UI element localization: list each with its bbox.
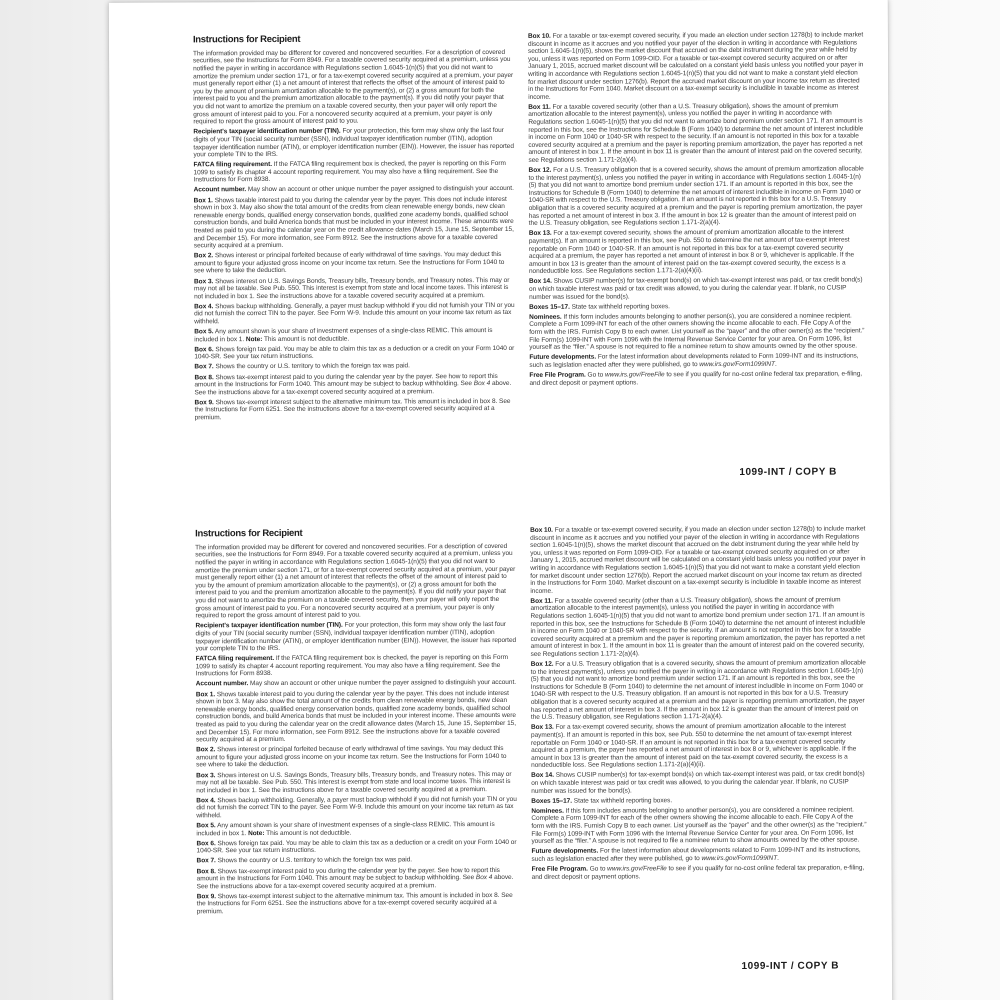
para-lead: Nominees.: [529, 313, 562, 321]
para-lead: Box 10.: [527, 32, 551, 40]
para-lead: Future developments.: [531, 847, 599, 856]
para-text: Shows backup withholding. Generally, a payer must backup withhold if you did not furnish your TIN or you did not furnish the correct TIN to the payer. See Form W-9. Include this amount on your income tax return as tax withheld.: [196, 795, 517, 820]
para-text: State tax withheld reporting boxes.: [571, 796, 673, 805]
para-future-developments: [531, 847, 867, 864]
para-text: If this form includes amounts belonging to another person(s), you are considered a nominee recipient. Complete a Form 1099-INT for each of the other owners showing the income allocable to each. File Copy A of the form with the IRS. Furnish Copy B to each owner. List yourself as the “payer” and the other owner(s) as the “recipient.” File Form(s) 1099-INT with Form 1096 with the Internal Revenue Service Center for your area. On Form 1096, list yourself as the “filer.” A spouse is not required to file a nominee return to show amounts owned by the other spouse.: [531, 806, 867, 846]
para-text: Shows tax-exempt interest subject to the alternative minimum tax. This amount is included in box 8. See the Instructions for Form 6251. See the instructions above for a tax-exempt covered security acquired at a premium.: [194, 397, 511, 422]
para-lead: Boxes 15–17.: [529, 303, 570, 311]
para-lead: Box 5.: [194, 328, 214, 336]
para-text: For a taxable or tax-exempt covered security, if you made an election under section 1278(b) to include market discount in income as it accrues and you notified your payer of the election in writing in accordance with Regulations section 1.6045-1(n)(5), shows the market discount that accrued on the debt instrument during the year while held by you, unless it was reported on Form 1099-OID. For a taxable or tax-exempt covered security acquired on or after January 1, 2015, accrued market discount will be calculated on a constant yield basis unless you notified your payer in writing in accordance with Regulations section 1.6045-1(n)(5) that you did not want to make a constant yield election for market discount under section 1276(b). Report the accrued market discount on your income tax return as directed in the Instructions for Form 1040. Market discount on a tax-exempt security is includible in taxable income as interest income.: [527, 31, 864, 101]
para-box-7: [194, 362, 515, 371]
para-lead: Nominees.: [531, 807, 564, 815]
para-lead: Account number.: [195, 680, 249, 688]
para-box-11: [530, 596, 866, 658]
para-box-12: [531, 659, 867, 721]
para-box-1: [196, 690, 517, 745]
para-text: Shows the country or U.S. territory to which the foreign tax was paid.: [215, 856, 413, 865]
para-text: The information provided may be different for covered and noncovered securities. For a description of covered securities, see the Instructions for Form 8949. For a taxable covered security acquired at a premium, unless you notified the payer in writing in accordance with Regulations section 1.6045-1(n)(5) that you did not want to amortize the premium under section 171, or for a tax-exempt covered security acquired at a premium, your payer must generally report either (1) a net amount of interest that reflects the offset of the amount of interest paid to you by the amount of premium amortization allocable to the payment(s), or (2) a gross amount for both the interest paid to you and the premium amortization allocable to the payment(s). If you did notify your payer that you did not want to amortize the premium on a taxable covered security, then your payer will only report the gross amount of interest paid to you. For a noncovered security acquired at a premium, your payer is only required to report the gross amount of interest paid to you.: [195, 542, 516, 620]
para-lead: Recipient's taxpayer identification number (TIN).: [193, 128, 341, 136]
para-lead: FATCA filing requirement.: [193, 161, 272, 169]
para-text: For your protection, this form may show only the last four digits of your TIN (social security number (SSN), individual taxpayer identification number (ITIN), adoption taxpayer identification number (ATIN), or employer identification number (EIN)). However, the issuer has reported your complete TIN to the IRS.: [193, 127, 514, 159]
para-box-9: [197, 892, 518, 916]
para-intro: [195, 543, 516, 620]
para-lead: Box 1.: [195, 690, 216, 698]
para-text: For a U.S. Treasury obligation that is a covered security, shows the amount of premium amortization allocable to the interest payment(s), unless you notified the payer in writing in accordance with Regulations section 1.6045-1(n)(5) that you did not want to amortize bond premium under section 171. If an amount is reported in this box, see the Instructions for Schedule B (Form 1040) to determine the net amount of interest includible in income on Form 1040 or 1040-SR with respect to the U.S. Treasury obligation. If an amount is not reported in this box for a U.S. Treasury obligation that is a covered security acquired at a premium and the payer is reporting premium amortization, the payer has reported a net amount of interest in box 3. If the amount in box 12 is greater than the amount of interest paid on the U.S. Treasury obligation, see Regulations section 1.171-2(a)(4).: [528, 165, 864, 228]
para-nominees: [529, 312, 865, 351]
para-lead: Box 4.: [194, 303, 214, 311]
para-text: www.irs.gov/FreeFile: [605, 371, 665, 379]
para-lead: Box 8.: [194, 373, 214, 381]
para-free-file: [532, 864, 868, 881]
para-text: This amount is not deductible.: [264, 829, 352, 837]
para-lead: Box 14.: [531, 772, 555, 780]
para-lead: Box 6.: [196, 840, 216, 848]
para-box-4: [196, 796, 517, 820]
para-account-number: [196, 679, 517, 688]
para-text: Shows interest or principal forfeited because of early withdrawal of time savings. You may deduct this amount to figure your adjusted gross income on your income tax return. See the Instructions for Form 1040 to see where to take the deduction.: [196, 745, 507, 769]
para-lead: Box 10.: [530, 526, 553, 534]
para-text: Box 4: [473, 380, 491, 388]
para-text: Shows backup withholding. Generally, a payer must backup withhold if you did not furnish your TIN or you did not furnish the correct TIN to the payer. See Form W-9. Include this amount on your income tax return as tax withheld.: [194, 301, 515, 326]
para-future-developments: [529, 353, 865, 370]
para-text: .: [777, 854, 779, 862]
para-free-file: [529, 370, 865, 387]
para-lead: Box 13.: [530, 724, 554, 732]
para-boxes-15-17: [531, 796, 867, 805]
para-box-10: [528, 31, 864, 101]
para-box-3: [194, 276, 515, 300]
para-text: above. See the instructions above for a tax-exempt covered security acquired at a premium.: [194, 380, 512, 397]
para-text: This amount is not deductible.: [262, 335, 350, 343]
right-column: [530, 525, 868, 883]
para-lead: FATCA filing requirement.: [195, 655, 275, 663]
para-text: May show an account or other unique number the payer assigned to distinguish your account.: [246, 185, 514, 194]
para-text: Box 4: [475, 874, 493, 882]
para-text: The information provided may be different for covered and noncovered securities. For a description of covered securities, see the Instructions for Form 8949. For a taxable covered security acquired at a premium, unless you notified the payer in writing in accordance with Regulations section 1.6045-1(n)(5) that you did not want to amortize the premium under section 171, or for a tax-exempt covered security acquired at a premium, your payer must generally report either (1) a net amount of interest that reflects the offset of the amount of interest paid to you by the amount of premium amortization allocable to the payment(s), or (2) a gross amount for both the interest paid to you and the premium amortization allocable to the payment(s). If you did notify your payer that you did not want to amortize the premium on a taxable covered security, then your payer will only report the gross amount of interest paid to you. For a noncovered security acquired at a premium, your payer is only required to report the gross amount of interest paid to you.: [193, 48, 514, 126]
para-text: Shows tax-exempt interest subject to the alternative minimum tax. This amount is included in box 8. See the Instructions for Form 6251. See the instructions above for a tax-exempt covered security acquired at a premium.: [196, 891, 513, 916]
para-text: www.irs.gov/Form1099INT: [701, 854, 778, 862]
para-text: For the latest information about developments related to Form 1099-INT and its instructions, such as legislation enacted after they were published, go to: [531, 846, 861, 863]
para-lead: Box 9.: [194, 399, 214, 407]
para-text: Shows interest or principal forfeited because of early withdrawal of time savings. You may deduct this amount to figure your adjusted gross income on your income tax return. See the Instructions for Form 1040 to see where to take the deduction.: [193, 251, 505, 275]
para-lead: Box 2.: [193, 252, 214, 260]
form-copy-label: 1099-INT / COPY B: [739, 466, 837, 478]
para-text: Shows tax-exempt interest paid to you during the calendar year by the payer. See how to report this amount in the Instructions for Form 1040. This amount may be subject to backup withholding. See: [194, 372, 498, 389]
para-lead: Box 7.: [196, 857, 216, 865]
para-text: If this form includes amounts belonging to another person(s), you are considered a nominee recipient. Complete a Form 1099-INT for each of the other owners showing the income allocable to each. File Copy A of the form with the IRS. Furnish Copy B to each owner. List yourself as the “payer” and the other owner(s) as the “recipient.” File Form(s) 1099-INT with Form 1096 with the Internal Revenue Service Center for your area. On Form 1096, list yourself as the “filer.” A spouse is not required to file a nominee return to show amounts owned by the other spouse.: [529, 312, 865, 352]
form-copy-1: [193, 31, 866, 528]
para-lead: Box 12.: [528, 166, 552, 174]
para-recipient-tin: [193, 127, 514, 159]
para-text: www.irs.gov/Form1099INT: [699, 360, 775, 368]
para-text: Go to: [587, 865, 608, 873]
para-lead: Future developments.: [529, 353, 597, 362]
para-lead: Boxes 15–17.: [531, 797, 573, 805]
para-text: If the FATCA filing requirement box is checked, the payer is reporting on this Form 1099 to satisfy its chapter 4 account reporting requirement. You may also have a filing requirement. See the Instructions for Form 8938.: [193, 160, 506, 184]
para-box-10: [530, 525, 866, 595]
para-text: For a tax-exempt covered security, shows the amount of premium amortization allocable to the interest payment(s). If an amount is reported in this box, see Pub. 550 to determine the net amount of tax-exempt interest reportable on Form 1040 or 1040-SR. If an amount is not reported in this box for a tax-exempt covered security acquired at a premium, the payer has reported a net amount of interest in box 8 or 9, whichever is applicable. If the amount in box 13 is greater than the amount of interest paid on the tax-exempt covered security, the excess is a nondeductible loss. See Regulations section 1.171-2(a)(4)(ii).: [530, 722, 857, 770]
para-lead: Box 12.: [530, 660, 554, 668]
para-lead: Box 11.: [530, 597, 553, 605]
para-box-2: [196, 745, 517, 769]
form-sheet: [109, 0, 892, 1000]
para-box-14: [531, 771, 867, 795]
para-text: For a taxable covered security (other than a U.S. Treasury obligation), shows the amount of premium amortization allocable to the interest payment(s), unless you notified the payer in writing in accordance with Regulations section 1.6045-1(n)(5) that you did not want to amortize bond premium under section 171. If an amount is reported in this box, see the Instructions for Schedule B (Form 1040) to determine the net amount of interest includible in income on Form 1040 or 1040-SR with respect to the security. If an amount is not reported in this box for a taxable covered security acquired at a premium and the payer is reporting premium amortization, the payer has reported a net amount of interest in box 1. If the amount in box 11 is greater than the amount of interest paid on the covered security, see Regulations section 1.171-2(a)(4).: [528, 102, 864, 164]
para-box-1: [194, 196, 515, 251]
para-nominees: [531, 806, 867, 845]
para-box-9: [195, 398, 516, 422]
para-text: Any amount shown is your share of investment expenses of a single-class REMIC. This amount is included in box 1.: [194, 327, 493, 344]
para-lead: Box 5.: [196, 822, 216, 830]
para-lead: Account number.: [193, 186, 247, 194]
para-text: Any amount shown is your share of investment expenses of a single-class REMIC. This amount is included in box 1.: [196, 821, 495, 838]
para-box-6: [194, 345, 515, 362]
para-lead: Free File Program.: [529, 371, 586, 379]
para-lead: Box 6.: [194, 346, 214, 354]
para-lead: Note:: [248, 829, 265, 837]
para-text: For a tax-exempt covered security, shows the amount of premium amortization allocable to the interest payment(s). If an amount is reported in this box, see Pub. 550 to determine the net amount of tax-exempt interest reportable on Form 1040 or 1040-SR. If an amount is not reported in this box for a tax-exempt covered security acquired at a premium, the payer has reported a net amount of interest in box 8 or 9, whichever is applicable. If the amount in box 13 is greater than the amount of interest paid on the tax-exempt covered security, the excess is a nondeductible loss. See Regulations section 1.171-2(a)(4)(ii).: [528, 228, 855, 276]
para-text: Go to: [585, 371, 606, 379]
para-text: above. See the instructions above for a tax-exempt covered security acquired at a premium.: [196, 874, 514, 891]
form-copy-label: 1099-INT / COPY B: [741, 960, 840, 972]
para-text: to see if you qualify for no-cost online federal tax preparation, e-filing, and direct deposit or payment options.: [531, 864, 865, 881]
para-text: Shows CUSIP number(s) for tax-exempt bond(s) on which tax-exempt interest was paid, or tax credit bond(s) on which taxable interest was paid or tax credit was allowed, to you during the calendar year. If blank, no CUSIP number was issued for the bond(s).: [531, 770, 865, 795]
left-column: [193, 33, 516, 425]
right-column: [528, 31, 866, 389]
para-box-7: [197, 856, 518, 865]
para-text: Shows taxable interest paid to you during the calendar year by the payer. This does not include interest shown in box 3. May also show the total amount of the credits from clean renewable energy bonds, new clean renewable energy bonds, qualified energy conservation bonds, qualified zone academy bonds, qualified school construction bonds, and build America bonds that must be included in your interest income. These amounts were treated as paid to you during the calendar year on the credit allowance dates (March 15, June 15, September 15, and December 15). For more information, see Form 8912. See the instructions above for a taxable covered security acquired at a premium.: [193, 195, 514, 250]
para-lead: Note:: [245, 335, 263, 343]
para-lead: Recipient's taxpayer identification number (TIN).: [195, 622, 343, 630]
para-fatca: [193, 160, 514, 184]
para-text: Shows interest on U.S. Savings Bonds, Treasury bills, Treasury bonds, and Treasury notes. This may or may not all be taxable. See Pub. 550. This interest is exempt from state and local income taxes. This interest is not included in box 1. See the instructions above for a taxable covered security acquired at a premium.: [194, 276, 510, 301]
para-box-12: [529, 166, 865, 228]
para-lead: Free File Program.: [531, 865, 588, 873]
para-text: Shows taxable interest paid to you during the calendar year by the payer. This does not include interest shown in box 3. May also show the total amount of the credits from clean renewable energy bonds, new clean renewable energy bonds, qualified energy conservation bonds, qualified zone academy bonds, qualified school construction bonds, and build America bonds that must be included in your interest income. These amounts were treated as paid to you during the calendar year on the credit allowance dates (March 15, June 15, September 15, and December 15). For more information, see Form 8912. See the instructions above for a taxable covered security acquired at a premium.: [195, 689, 517, 744]
sheet-content: [109, 0, 892, 1000]
para-text: Shows CUSIP number(s) for tax-exempt bond(s) on which tax-exempt interest was paid, or tax credit bond(s) on which taxable interest was paid or tax credit was allowed, to you during the calendar year. If blank, no CUSIP number was issued for the bond(s).: [529, 276, 863, 301]
para-lead: Box 3.: [193, 277, 214, 285]
para-text: For a taxable or tax-exempt covered security, if you made an election under section 1278(b) to include market discount in income as it accrues and you notified your payer of the election in writing in accordance with Regulations section 1.6045-1(n)(5), shows the market discount that accrued on the debt instrument during the year while held by you, unless it was reported on Form 1099-OID. For a taxable or tax-exempt covered security acquired on or after January 1, 2015, accrued market discount will be calculated on a constant yield basis unless you notified your payer in writing in accordance with Regulations section 1.6045-1(n)(5) that you did not want to make a constant yield election for market discount under section 1276(b). Report the accrued market discount on your income tax return as directed in the Instructions for Form 1040. Market discount on a tax-exempt security is includible in taxable income as interest income.: [530, 525, 866, 595]
para-box-5: [194, 327, 515, 344]
para-box-13: [531, 723, 867, 770]
para-text: If the FATCA filing requirement box is checked, the payer is reporting on this Form 1099 to satisfy its chapter 4 account reporting requirement. You may also have a filing requirement. See the Instructions for Form 8938.: [195, 654, 509, 678]
form-copy-2: [195, 525, 868, 1000]
para-lead: Box 14.: [529, 278, 552, 286]
para-lead: Box 2.: [196, 746, 216, 754]
para-box-13: [529, 229, 865, 276]
para-boxes-15-17: [529, 302, 865, 311]
para-lead: Box 4.: [196, 797, 216, 805]
para-lead: Box 1.: [193, 196, 213, 204]
para-fatca: [196, 654, 517, 678]
para-account-number: [194, 185, 515, 194]
para-text: Shows interest on U.S. Savings Bonds, Treasury bills, Treasury bonds, and Treasury notes. This may or may not all be taxable. See Pub. 550. This interest is exempt from state and local income taxes. This interest is not included in box 1. See the instructions above for a taxable covered security acquired at a premium.: [196, 770, 512, 795]
para-box-11: [528, 102, 864, 164]
para-text: to see if you qualify for no-cost online federal tax preparation, e-filing, and direct deposit or payment options.: [529, 370, 863, 387]
para-text: Shows tax-exempt interest paid to you during the calendar year by the payer. See how to report this amount in the Instructions for Form 1040. This amount may be subject to backup withholding. See: [196, 866, 500, 883]
para-recipient-tin: [196, 621, 517, 653]
para-box-8: [197, 866, 518, 890]
para-box-2: [194, 251, 515, 275]
para-lead: Box 8.: [196, 867, 216, 875]
para-text: For the latest information about developments related to Form 1099-INT and its instructions, such as legislation enacted after they were published, go to: [529, 352, 859, 369]
para-text: State tax withheld reporting boxes.: [569, 302, 670, 311]
para-box-4: [194, 302, 515, 326]
para-box-14: [529, 277, 865, 301]
para-lead: Box 3.: [196, 771, 216, 779]
instructions-heading: Instructions for Recipient: [195, 527, 303, 540]
para-box-6: [196, 839, 517, 856]
para-lead: Box 13.: [528, 230, 552, 238]
para-text: Shows foreign tax paid. You may be able to claim this tax as a deduction or a credit on your Form 1040 or 1040-SR. See your tax return instructions.: [196, 838, 517, 855]
para-text: .: [774, 360, 777, 368]
para-text: For your protection, this form may show only the last four digits of your TIN (social security number (SSN), individual taxpayer identification number (ITIN), adoption taxpayer identification number (ATIN), or employer identification number (EIN)). However, the issuer has reported your complete TIN to the IRS.: [195, 621, 517, 653]
para-lead: Box 7.: [194, 363, 214, 371]
para-box-8: [194, 372, 515, 396]
para-lead: Box 9.: [196, 893, 216, 901]
para-intro: [193, 49, 514, 126]
para-box-5: [196, 821, 517, 838]
para-lead: Box 11.: [528, 103, 551, 111]
left-column: [195, 527, 518, 919]
instructions-heading: Instructions for Recipient: [192, 33, 301, 46]
para-text: www.irs.gov/FreeFile: [607, 865, 667, 873]
para-text: For a taxable covered security (other than a U.S. Treasury obligation), shows the amount of premium amortization allocable to the interest payment(s), unless you notified the payer in writing in accordance with Regulations section 1.6045-1(n)(5) that you did not want to amortize bond premium under section 171. If an amount is reported in this box, see the Instructions for Schedule B (Form 1040) to determine the net amount of interest includible in income on Form 1040 or 1040-SR with respect to the security. If an amount is not reported in this box for a taxable covered security acquired at a premium and the payer is reporting premium amortization, the payer has reported a net amount of interest in box 1. If the amount in box 11 is greater than the amount of interest paid on the covered security, see Regulations section 1.171-2(a)(4).: [530, 596, 866, 658]
para-text: For a U.S. Treasury obligation that is a covered security, shows the amount of premium amortization allocable to the interest payment(s), unless you notified the payer in writing in accordance with Regulations section 1.6045-1(n)(5) that you did not want to amortize bond premium under section 171. If an amount is reported in this box, see the Instructions for Schedule B (Form 1040) to determine the net amount of interest includible in income on Form 1040 or 1040-SR with respect to the U.S. Treasury obligation. If an amount is not reported in this box for a U.S. Treasury obligation that is a covered security acquired at a premium and the payer is reporting premium amortization, the payer has reported a net amount of interest in box 3. If the amount in box 12 is greater than the amount of interest paid on the U.S. Treasury obligation, see Regulations section 1.171-2(a)(4).: [530, 659, 866, 722]
para-box-3: [196, 770, 517, 794]
para-text: Shows the country or U.S. territory to which the foreign tax was paid.: [213, 362, 410, 371]
para-text: Shows foreign tax paid. You may be able to claim this tax as a deduction or a credit on your Form 1040 or 1040-SR. See your tax return instructions.: [194, 344, 515, 361]
para-text: May show an account or other unique number the payer assigned to distinguish your account.: [248, 679, 517, 688]
